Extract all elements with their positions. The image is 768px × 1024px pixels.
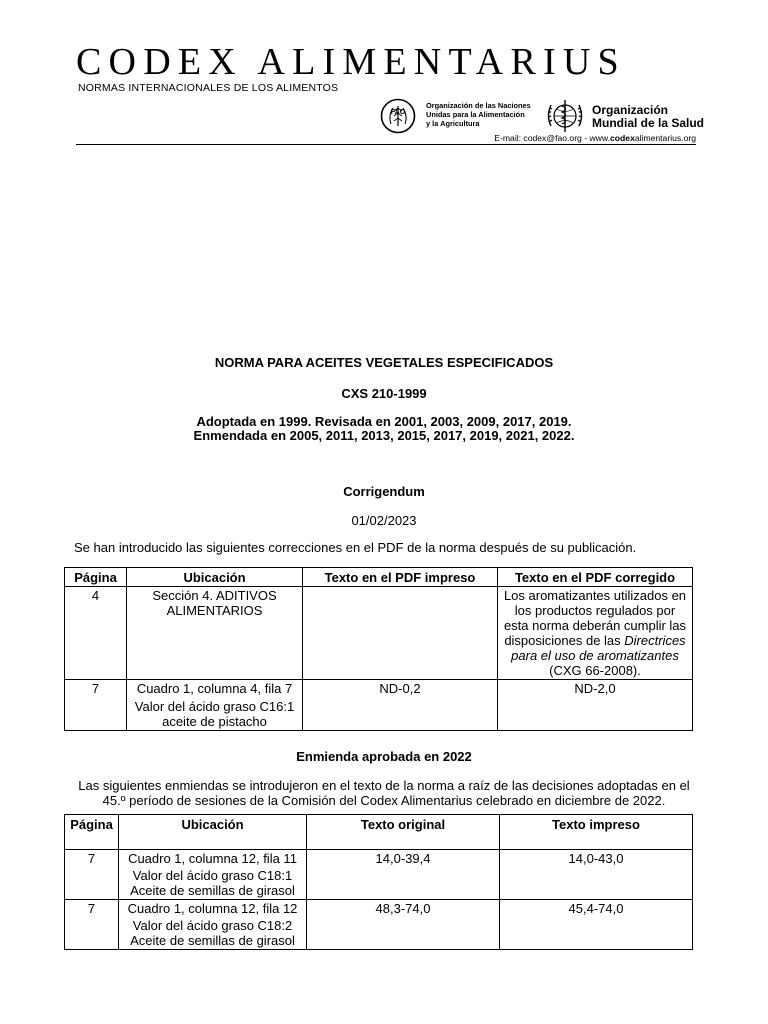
page-cell: 7 xyxy=(65,850,119,900)
page-cell: 7 xyxy=(65,900,119,950)
corrigendum-intro: Se han introducido las siguientes correcciones en el PDF de la norma después de su publicación. xyxy=(74,540,637,555)
page-cell: 7 xyxy=(65,680,127,731)
original-cell: 48,3-74,0 xyxy=(307,900,500,950)
amendment-heading: Enmienda aprobada en 2022 xyxy=(296,749,472,764)
location-cell: Cuadro 1, columna 12, fila 12 Valor del ácido graso C18:2 Aceite de semillas de girasol xyxy=(119,900,307,950)
document-title: NORMA PARA ACEITES VEGETALES ESPECIFICADOS xyxy=(214,355,554,370)
location-cell: Sección 4. ADITIVOS ALIMENTARIOS xyxy=(127,587,303,680)
corrections-table xyxy=(64,567,693,731)
corrected-cell: Los aromatizantes utilizados en los productos regulados por esta norma deberán cumplir las disposiciones de las Directrices para el uso de aromatizantes (CXG 66-2008). xyxy=(498,587,693,680)
printed-cell: 45,4-74,0 xyxy=(500,900,693,950)
column-header: Texto en el PDF impreso xyxy=(303,568,498,587)
amendments-table xyxy=(64,814,693,950)
table-row xyxy=(65,587,693,680)
column-header: Ubicación xyxy=(119,815,307,850)
location-cell: Cuadro 1, columna 4, fila 7 Valor del ácido graso C16:1 aceite de pistacho xyxy=(127,680,303,731)
table-header-row xyxy=(65,815,693,850)
printed-cell: ND-0,2 xyxy=(303,680,498,731)
page-cell: 4 xyxy=(65,587,127,680)
masthead-subtitle: NORMAS INTERNACIONALES DE LOS ALIMENTOS xyxy=(78,82,339,94)
column-header: Ubicación xyxy=(127,568,303,587)
corrected-cell: ND-2,0 xyxy=(498,680,693,731)
column-header: Texto en el PDF corregido xyxy=(498,568,693,587)
corrigendum-heading: Corrigendum xyxy=(343,484,425,499)
table-row xyxy=(65,900,693,950)
header-rule xyxy=(76,144,696,145)
who-logo-icon xyxy=(543,96,587,136)
amendment-intro: Las siguientes enmiendas se introdujeron en el texto de la norma a raíz de las decisiones adoptadas en el 45.º período de sesiones de la Comisión del Codex Alimentarius celebrado en diciembre de 2022. xyxy=(78,778,690,808)
who-name: Organización Mundial de la Salud xyxy=(592,103,705,130)
column-header: Página xyxy=(65,815,119,850)
adoption-history: Adoptada en 1999. Revisada en 2001, 2003, 2009, 2017, 2019. xyxy=(196,414,572,429)
table-row xyxy=(65,850,693,900)
table-row xyxy=(65,680,693,731)
column-header: Texto original xyxy=(307,815,500,850)
amendment-history: Enmendada en 2005, 2011, 2013, 2015, 2017, 2019, 2021, 2022. xyxy=(193,428,575,443)
fao-logo-icon xyxy=(377,98,419,134)
svg-text:FAO: FAO xyxy=(390,109,406,116)
column-header: Texto impreso xyxy=(500,815,693,850)
masthead-title: CODEX ALIMENTARIUS xyxy=(76,41,626,83)
corrigendum-date: 01/02/2023 xyxy=(351,513,417,528)
contact-line: E-mail: codex@fao.org - www.codexalimentarius.org xyxy=(494,133,696,143)
original-cell: 14,0-39,4 xyxy=(307,850,500,900)
document-code: CXS 210-1999 xyxy=(341,386,427,401)
location-cell: Cuadro 1, columna 12, fila 11 Valor del ácido graso C18:1 Aceite de semillas de girasol xyxy=(119,850,307,900)
printed-cell: 14,0-43,0 xyxy=(500,850,693,900)
printed-cell xyxy=(303,587,498,680)
table-header-row xyxy=(65,568,693,587)
fao-name: Organización de las Naciones Unidas para la Alimentación y la Agricultura xyxy=(426,101,531,128)
column-header: Página xyxy=(65,568,127,587)
